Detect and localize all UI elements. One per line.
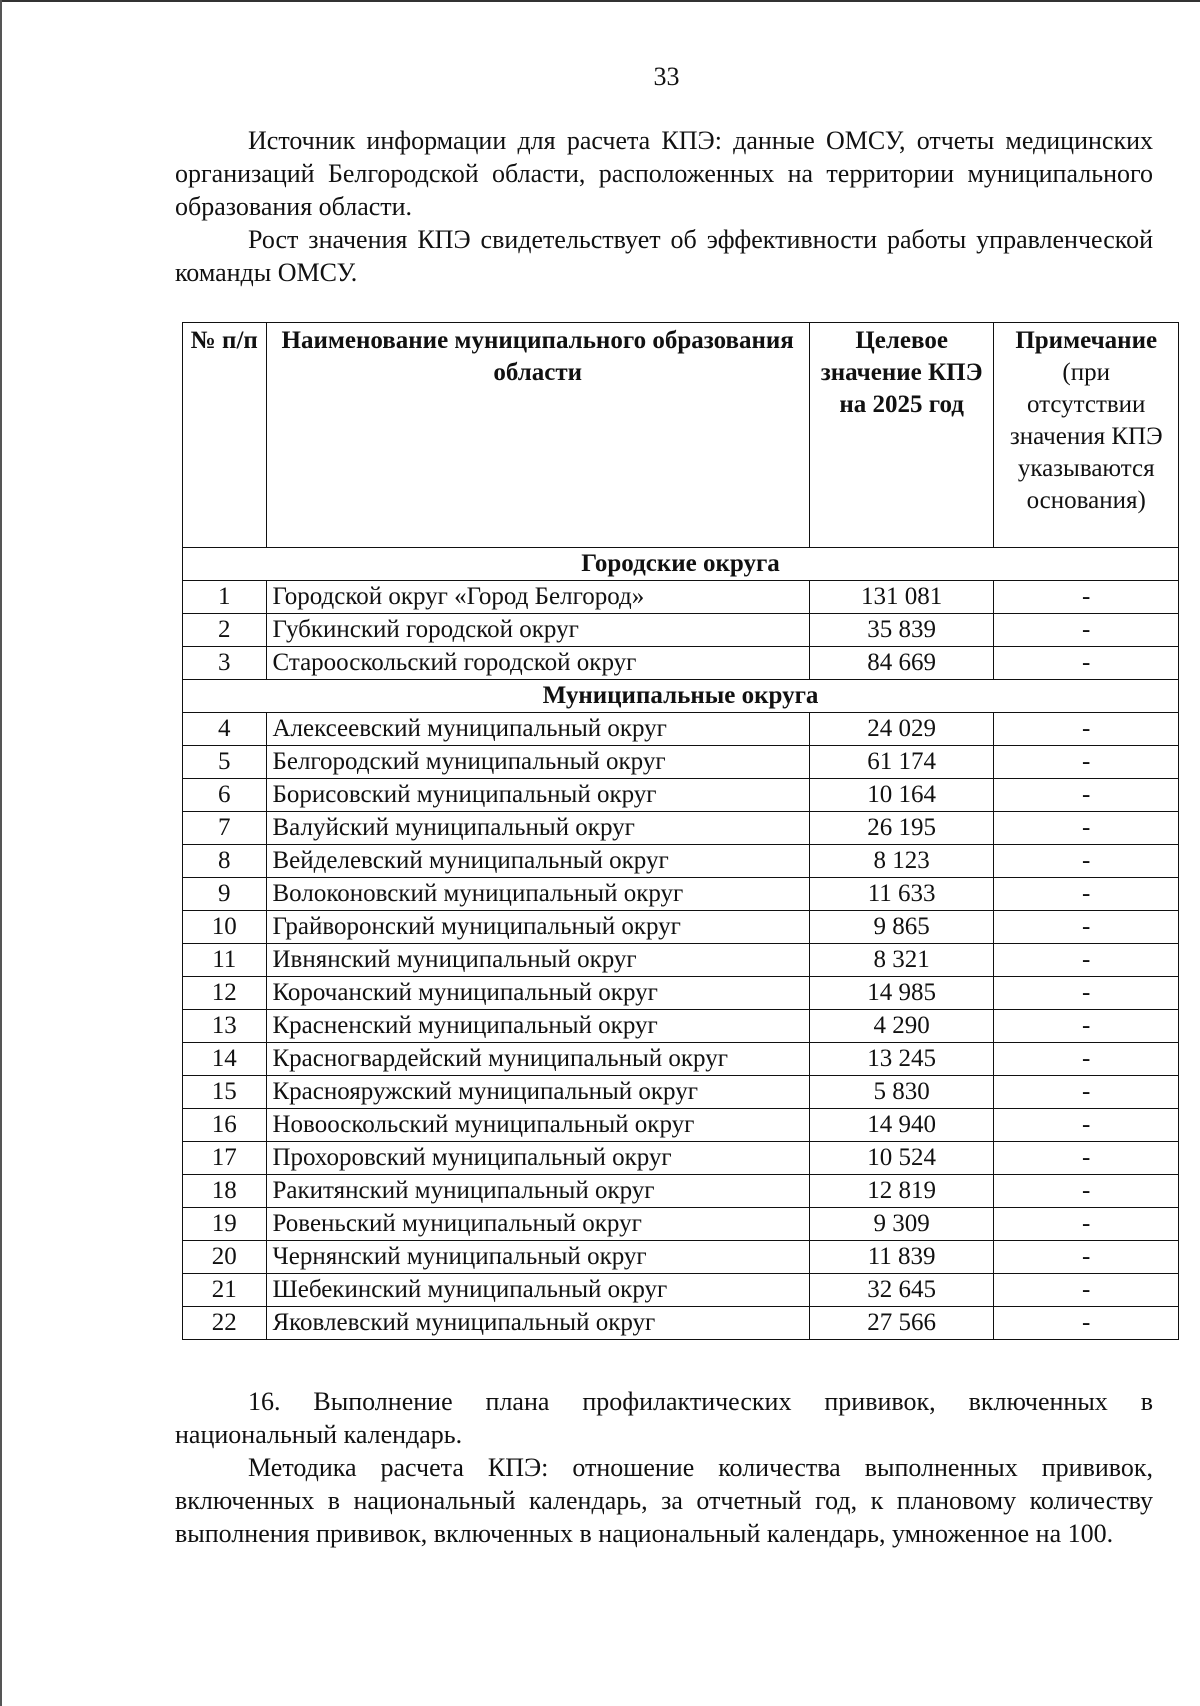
row-municipality: Красногвардейский муниципальный округ: [266, 1043, 809, 1076]
row-note: -: [994, 1109, 1179, 1142]
row-target-value: 8 123: [809, 845, 994, 878]
row-target-value: 27 566: [809, 1307, 994, 1340]
source-paragraph: Источник информации для расчета КПЭ: данные ОМСУ, отчеты медицинских организаций Белгородской области, расположенных на территории муниципального образования области.: [175, 126, 1153, 221]
row-municipality: Прохоровский муниципальный округ: [266, 1142, 809, 1175]
row-municipality: Валуйский муниципальный округ: [266, 812, 809, 845]
scan-edge-left: [0, 0, 2, 1706]
table-body: [183, 548, 1179, 1340]
row-note: -: [994, 1043, 1179, 1076]
row-target-value: 8 321: [809, 944, 994, 977]
row-municipality: Краснояружский муниципальный округ: [266, 1076, 809, 1109]
row-number: 15: [183, 1076, 267, 1109]
row-number: 22: [183, 1307, 267, 1340]
row-municipality: Старооскольский городской округ: [266, 647, 809, 680]
row-number: 21: [183, 1274, 267, 1307]
row-number: 6: [183, 779, 267, 812]
section-title: Городские округа: [183, 548, 1179, 581]
growth-paragraph: Рост значения КПЭ свидетельствует об эффективности работы управленческой команды ОМСУ.: [175, 225, 1153, 287]
row-target-value: 61 174: [809, 746, 994, 779]
row-number: 20: [183, 1241, 267, 1274]
row-number: 18: [183, 1175, 267, 1208]
row-municipality: Грайворонский муниципальный округ: [266, 911, 809, 944]
table-row: [183, 647, 1179, 680]
row-number: 16: [183, 1109, 267, 1142]
row-number: 19: [183, 1208, 267, 1241]
row-municipality: Красненский муниципальный округ: [266, 1010, 809, 1043]
table-row: [183, 1307, 1179, 1340]
row-number: 13: [183, 1010, 267, 1043]
row-note: -: [994, 746, 1179, 779]
row-municipality: Волоконовский муниципальный округ: [266, 878, 809, 911]
table-row: [183, 746, 1179, 779]
row-note: -: [994, 1076, 1179, 1109]
row-municipality: Ровеньский муниципальный округ: [266, 1208, 809, 1241]
table-row: [183, 1208, 1179, 1241]
table-header-row: [183, 323, 1179, 548]
header-num: № п/п: [183, 323, 267, 548]
row-number: 12: [183, 977, 267, 1010]
row-municipality: Алексеевский муниципальный округ: [266, 713, 809, 746]
row-note: -: [994, 911, 1179, 944]
row-note: -: [994, 977, 1179, 1010]
page-number: 33: [653, 62, 680, 91]
row-number: 8: [183, 845, 267, 878]
row-note: -: [994, 878, 1179, 911]
row-municipality: Борисовский муниципальный округ: [266, 779, 809, 812]
row-number: 14: [183, 1043, 267, 1076]
row-municipality: Ивнянский муниципальный округ: [266, 944, 809, 977]
row-note: -: [994, 1175, 1179, 1208]
table-row: [183, 812, 1179, 845]
scan-edge-top: [0, 0, 1200, 2]
row-number: 11: [183, 944, 267, 977]
section-row: [183, 548, 1179, 581]
table-row: [183, 845, 1179, 878]
table-row: [183, 911, 1179, 944]
row-target-value: 24 029: [809, 713, 994, 746]
table-row: [183, 1175, 1179, 1208]
row-municipality: Ракитянский муниципальный округ: [266, 1175, 809, 1208]
row-target-value: 4 290: [809, 1010, 994, 1043]
table-row: [183, 779, 1179, 812]
row-note: -: [994, 845, 1179, 878]
item-16-paragraph: 16. Выполнение плана профилактических прививок, включенных в национальный календарь.: [175, 1387, 1153, 1449]
row-target-value: 14 985: [809, 977, 994, 1010]
row-note: -: [994, 1010, 1179, 1043]
row-target-value: 9 309: [809, 1208, 994, 1241]
bottom-text: [175, 1385, 1153, 1550]
row-municipality: Вейделевский муниципальный округ: [266, 845, 809, 878]
row-note: -: [994, 614, 1179, 647]
row-target-value: 35 839: [809, 614, 994, 647]
row-municipality: Губкинский городской округ: [266, 614, 809, 647]
table-row: [183, 1241, 1179, 1274]
table-row: [183, 1010, 1179, 1043]
header-note-rest: (при отсутствии значения КПЭ указываются основания): [1009, 359, 1163, 514]
row-number: 10: [183, 911, 267, 944]
row-target-value: 131 081: [809, 581, 994, 614]
row-note: -: [994, 1208, 1179, 1241]
method-paragraph: Методика расчета КПЭ: отношение количества выполненных прививок, включенных в национальный календарь, за отчетный год, к плановому количеству выполнения прививок, включенных в национальный календарь, умноженное на 100.: [175, 1453, 1153, 1548]
row-note: -: [994, 1274, 1179, 1307]
row-note: -: [994, 647, 1179, 680]
row-note: -: [994, 581, 1179, 614]
intro-text: [175, 124, 1153, 289]
row-target-value: 32 645: [809, 1274, 994, 1307]
header-name: Наименование муниципального образования области: [266, 323, 809, 548]
row-target-value: 5 830: [809, 1076, 994, 1109]
header-note-title: Примечание: [1015, 327, 1158, 354]
row-number: 1: [183, 581, 267, 614]
row-target-value: 84 669: [809, 647, 994, 680]
row-number: 2: [183, 614, 267, 647]
row-municipality: Новооскольский муниципальный округ: [266, 1109, 809, 1142]
row-target-value: 10 524: [809, 1142, 994, 1175]
row-municipality: Яковлевский муниципальный округ: [266, 1307, 809, 1340]
row-municipality: Городской округ «Город Белгород»: [266, 581, 809, 614]
row-note: -: [994, 1307, 1179, 1340]
row-municipality: Белгородский муниципальный округ: [266, 746, 809, 779]
row-number: 3: [183, 647, 267, 680]
section-row: [183, 680, 1179, 713]
table-row: [183, 1076, 1179, 1109]
header-value: Целевое значение КПЭ на 2025 год: [809, 323, 994, 548]
table-row: [183, 1043, 1179, 1076]
row-target-value: 14 940: [809, 1109, 994, 1142]
row-note: -: [994, 713, 1179, 746]
table-row: [183, 1142, 1179, 1175]
row-note: -: [994, 1241, 1179, 1274]
row-number: 5: [183, 746, 267, 779]
table-row: [183, 1109, 1179, 1142]
table-row: [183, 581, 1179, 614]
header-note: [994, 323, 1179, 548]
row-note: -: [994, 779, 1179, 812]
row-target-value: 26 195: [809, 812, 994, 845]
table-row: [183, 878, 1179, 911]
row-target-value: 10 164: [809, 779, 994, 812]
row-number: 17: [183, 1142, 267, 1175]
row-target-value: 11 633: [809, 878, 994, 911]
row-number: 7: [183, 812, 267, 845]
table-row: [183, 944, 1179, 977]
kpe-table: [182, 322, 1179, 1340]
row-target-value: 11 839: [809, 1241, 994, 1274]
row-municipality: Шебекинский муниципальный округ: [266, 1274, 809, 1307]
row-number: 9: [183, 878, 267, 911]
section-title: Муниципальные округа: [183, 680, 1179, 713]
row-note: -: [994, 1142, 1179, 1175]
table-row: [183, 614, 1179, 647]
row-number: 4: [183, 713, 267, 746]
row-note: -: [994, 944, 1179, 977]
row-note: -: [994, 812, 1179, 845]
row-municipality: Корочанский муниципальный округ: [266, 977, 809, 1010]
row-target-value: 12 819: [809, 1175, 994, 1208]
table-row: [183, 977, 1179, 1010]
table-row: [183, 1274, 1179, 1307]
row-target-value: 9 865: [809, 911, 994, 944]
row-target-value: 13 245: [809, 1043, 994, 1076]
row-municipality: Чернянский муниципальный округ: [266, 1241, 809, 1274]
table-row: [183, 713, 1179, 746]
